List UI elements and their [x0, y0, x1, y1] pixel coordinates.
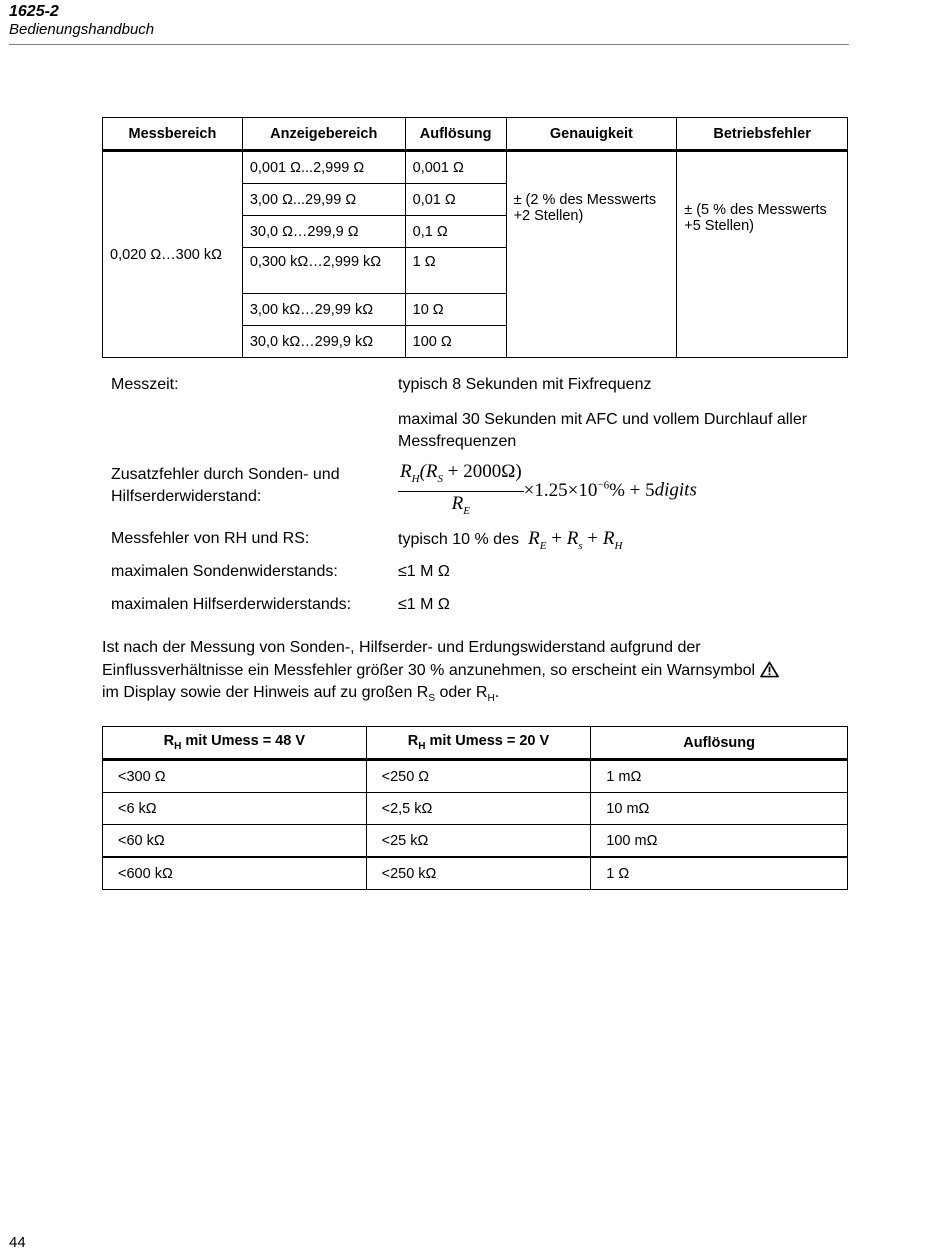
- table-cell: <25 kΩ: [366, 825, 591, 858]
- warning-paragraph: [102, 637, 842, 711]
- spec-value: maximal 30 Sekunden mit AFC und vollem Durchlauf aller Messfrequenzen: [398, 411, 808, 450]
- display-range-cell: 3,00 kΩ…29,99 kΩ: [242, 294, 405, 326]
- resolution-table: [102, 726, 848, 890]
- table-cell: 1 mΩ: [591, 760, 848, 793]
- table-header-row: [103, 118, 848, 151]
- col-header-rh-48v: $R_H$ mit Umess = 48 V: [103, 727, 367, 760]
- spec-value: [398, 528, 838, 557]
- paragraph-text: .: [494, 684, 500, 701]
- resolution-cell: 0,1 Ω: [405, 216, 506, 248]
- resolution-cell: 10 Ω: [405, 294, 506, 326]
- display-range-cell: 3,00 Ω...29,99 Ω: [242, 184, 405, 216]
- operating-error-cell: [677, 151, 848, 358]
- table-cell: 100 mΩ: [591, 825, 848, 858]
- spec-label: Messfehler von RH und RS:: [111, 530, 310, 547]
- table-cell: <60 kΩ: [103, 825, 367, 858]
- col-header-display-range: Anzeigebereich: [242, 118, 405, 151]
- rh-rs-formula: $R_E + R_s + R_H$: [523, 528, 623, 552]
- header-rule: [9, 44, 849, 45]
- spec-label: Messzeit:: [111, 376, 179, 393]
- table-cell: <250 kΩ: [366, 857, 591, 890]
- page-number: 44: [9, 1234, 26, 1251]
- table-cell: <300 Ω: [103, 760, 367, 793]
- table-row: [103, 760, 848, 793]
- spec-value: ≤1 M Ω: [398, 596, 450, 613]
- display-range-cell: 30,0 kΩ…299,9 kΩ: [242, 326, 405, 358]
- table-cell: <2,5 kΩ: [366, 793, 591, 825]
- col-header-operating-error: Betriebsfehler: [677, 118, 848, 151]
- col-header-rh-20v: $R_H$ mit Umess = 20 V: [366, 727, 591, 760]
- col-header-measuring-range: Messbereich: [103, 118, 243, 151]
- spec-value: ≤1 M Ω: [398, 563, 450, 580]
- resistance-spec-table: [102, 117, 848, 358]
- resolution-cell: 0,001 Ω: [405, 151, 506, 184]
- display-range-cell: 30,0 Ω…299,9 Ω: [242, 216, 405, 248]
- subscript-s: S: [428, 693, 436, 705]
- subscript-h: H: [487, 693, 495, 705]
- table-cell: <6 kΩ: [103, 793, 367, 825]
- spec-value: typisch 8 Sekunden mit Fixfrequenz: [398, 376, 652, 393]
- table-row: [103, 793, 848, 825]
- additional-error-formula: $\frac{R_H(R_S + 2000\Omega)}{R_E}$ $\times 1.25\times 10^{-6}\%$ + 5digits: [398, 460, 838, 523]
- resolution-cell: 100 Ω: [405, 326, 506, 358]
- display-range-cell: 0,001 Ω...2,999 Ω: [242, 151, 405, 184]
- spec-label: Zusatzfehler durch Sonden- und Hilfserderwiderstand:: [111, 466, 340, 505]
- resolution-cell: 1 Ω: [405, 248, 506, 294]
- resolution-cell: 0,01 Ω: [405, 184, 506, 216]
- table-cell: 1 Ω: [591, 857, 848, 890]
- paragraph-text: im Display sowie der Hinweis auf zu großen R: [102, 684, 429, 701]
- col-header-accuracy: Genauigkeit: [506, 118, 677, 151]
- model-name: 1625-2: [9, 3, 59, 20]
- manual-title: Bedienungshandbuch: [9, 21, 155, 38]
- col-header-resolution: Auflösung: [591, 727, 848, 760]
- table-cell: 10 mΩ: [591, 793, 848, 825]
- measuring-range-cell: 0,020 Ω…300 kΩ: [103, 151, 243, 358]
- accuracy-cell: [506, 151, 677, 358]
- spec-value-text: typisch 10 % des: [398, 531, 519, 548]
- table-row: [103, 857, 848, 890]
- paragraph-text: Ist nach der Messung von Sonden-, Hilfserder- und Erdungswiderstand aufgrund der Einflussverhältnisse ein Messfehler größer 30 % anzunehmen, so erscheint ein Warnsymbol: [102, 639, 756, 679]
- accuracy-text: ± (2 % des Messwerts +2 Stellen): [513, 191, 657, 224]
- col-header-resolution: Auflösung: [405, 118, 506, 151]
- table-cell: <250 Ω: [366, 760, 591, 793]
- table-header-row: [103, 727, 848, 760]
- table-cell: <600 kΩ: [103, 857, 367, 890]
- formula-fraction: $\frac{R_H(R_S + 2000\Omega)}{R_E}$: [400, 461, 522, 517]
- table-row: [103, 825, 848, 858]
- spec-label: maximalen Sondenwiderstands:: [111, 563, 338, 580]
- display-range-cell: 0,300 kΩ…2,999 kΩ: [242, 248, 405, 294]
- operating-error-text: ± (5 % des Messwerts +5 Stellen): [684, 201, 827, 234]
- paragraph-text: oder R: [435, 684, 488, 701]
- spec-label: maximalen Hilfserderwiderstands:: [111, 596, 352, 613]
- warning-triangle-icon: [760, 661, 779, 678]
- page-header: [9, 3, 849, 39]
- table-row: [103, 151, 848, 184]
